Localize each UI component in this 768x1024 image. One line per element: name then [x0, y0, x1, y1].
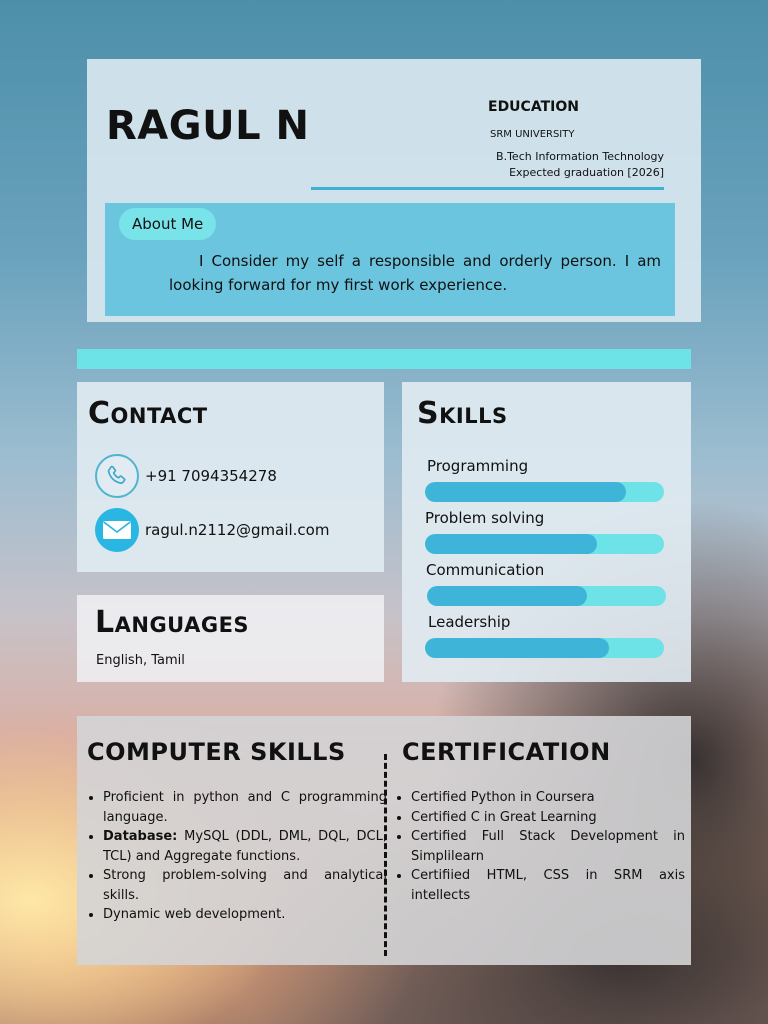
- certification-list: [395, 788, 685, 905]
- skills-card: [402, 382, 691, 682]
- list-item: • Strong problem-solving and analytical skills.: [103, 866, 387, 905]
- header-card: [87, 59, 701, 322]
- skill-label: Communication: [426, 561, 545, 579]
- certification-title: CERTIFICATION: [402, 738, 611, 766]
- list-item: • Proficient in python and C programming language.: [103, 788, 387, 827]
- skill-bar-fill: [425, 482, 626, 502]
- skill-bar-track: [427, 586, 666, 606]
- about-label: About Me: [119, 208, 216, 240]
- list-item: • Certifiied HTML, CSS in SRM axis intellects: [411, 866, 685, 905]
- skill-label: Leadership: [428, 613, 511, 631]
- skill-label: Programming: [427, 457, 529, 475]
- computer-skills-title: COMPUTER SKILLS: [87, 738, 346, 766]
- languages-text: English, Tamil: [96, 653, 185, 668]
- contact-card: [77, 382, 384, 572]
- list-item: • Certified C in Great Learning: [411, 808, 685, 828]
- list-item: • Dynamic web development.: [103, 905, 387, 925]
- about-text: I Consider my self a responsible and orderly person. I am looking forward for my first work experience.: [169, 252, 661, 294]
- skill-bar-track: [425, 638, 664, 658]
- education-divider: [311, 187, 664, 190]
- skill-bar-track: [425, 534, 664, 554]
- education-degree: B.Tech Information Technology: [496, 150, 664, 163]
- skill-bar-fill: [427, 586, 587, 606]
- list-item: • Database: MySQL (DDL, DML, DQL, DCL, TCL) and Aggregate functions.: [103, 827, 387, 866]
- skills-title: Skills: [417, 396, 508, 431]
- skill-bar-fill: [425, 534, 597, 554]
- list-item: • Certified Full Stack Development in Simplilearn: [411, 827, 685, 866]
- education-university: SRM UNIVERSITY: [490, 129, 575, 140]
- education-title: EDUCATION: [488, 99, 579, 115]
- education-graduation: Expected graduation [2026]: [509, 166, 664, 179]
- list-item: • Certified Python in Coursera: [411, 788, 685, 808]
- email-row: [95, 508, 329, 552]
- phone-icon: [95, 454, 139, 498]
- mail-icon: [95, 508, 139, 552]
- computer-skills-list: [87, 788, 387, 925]
- phone-row: [95, 454, 277, 498]
- skills-certification-card: [77, 716, 691, 965]
- contact-title: Contact: [88, 396, 208, 431]
- languages-card: [77, 595, 384, 682]
- candidate-name: RAGUL N: [106, 103, 310, 149]
- about-section: [105, 203, 675, 316]
- section-divider: [77, 349, 691, 369]
- skill-label: Problem solving: [425, 509, 545, 527]
- skill-bar-fill: [425, 638, 609, 658]
- email-address[interactable]: ragul.n2112@gmail.com: [145, 521, 330, 539]
- skill-bar-track: [425, 482, 664, 502]
- phone-number[interactable]: +91 7094354278: [145, 467, 277, 485]
- languages-title: Languages: [95, 605, 250, 640]
